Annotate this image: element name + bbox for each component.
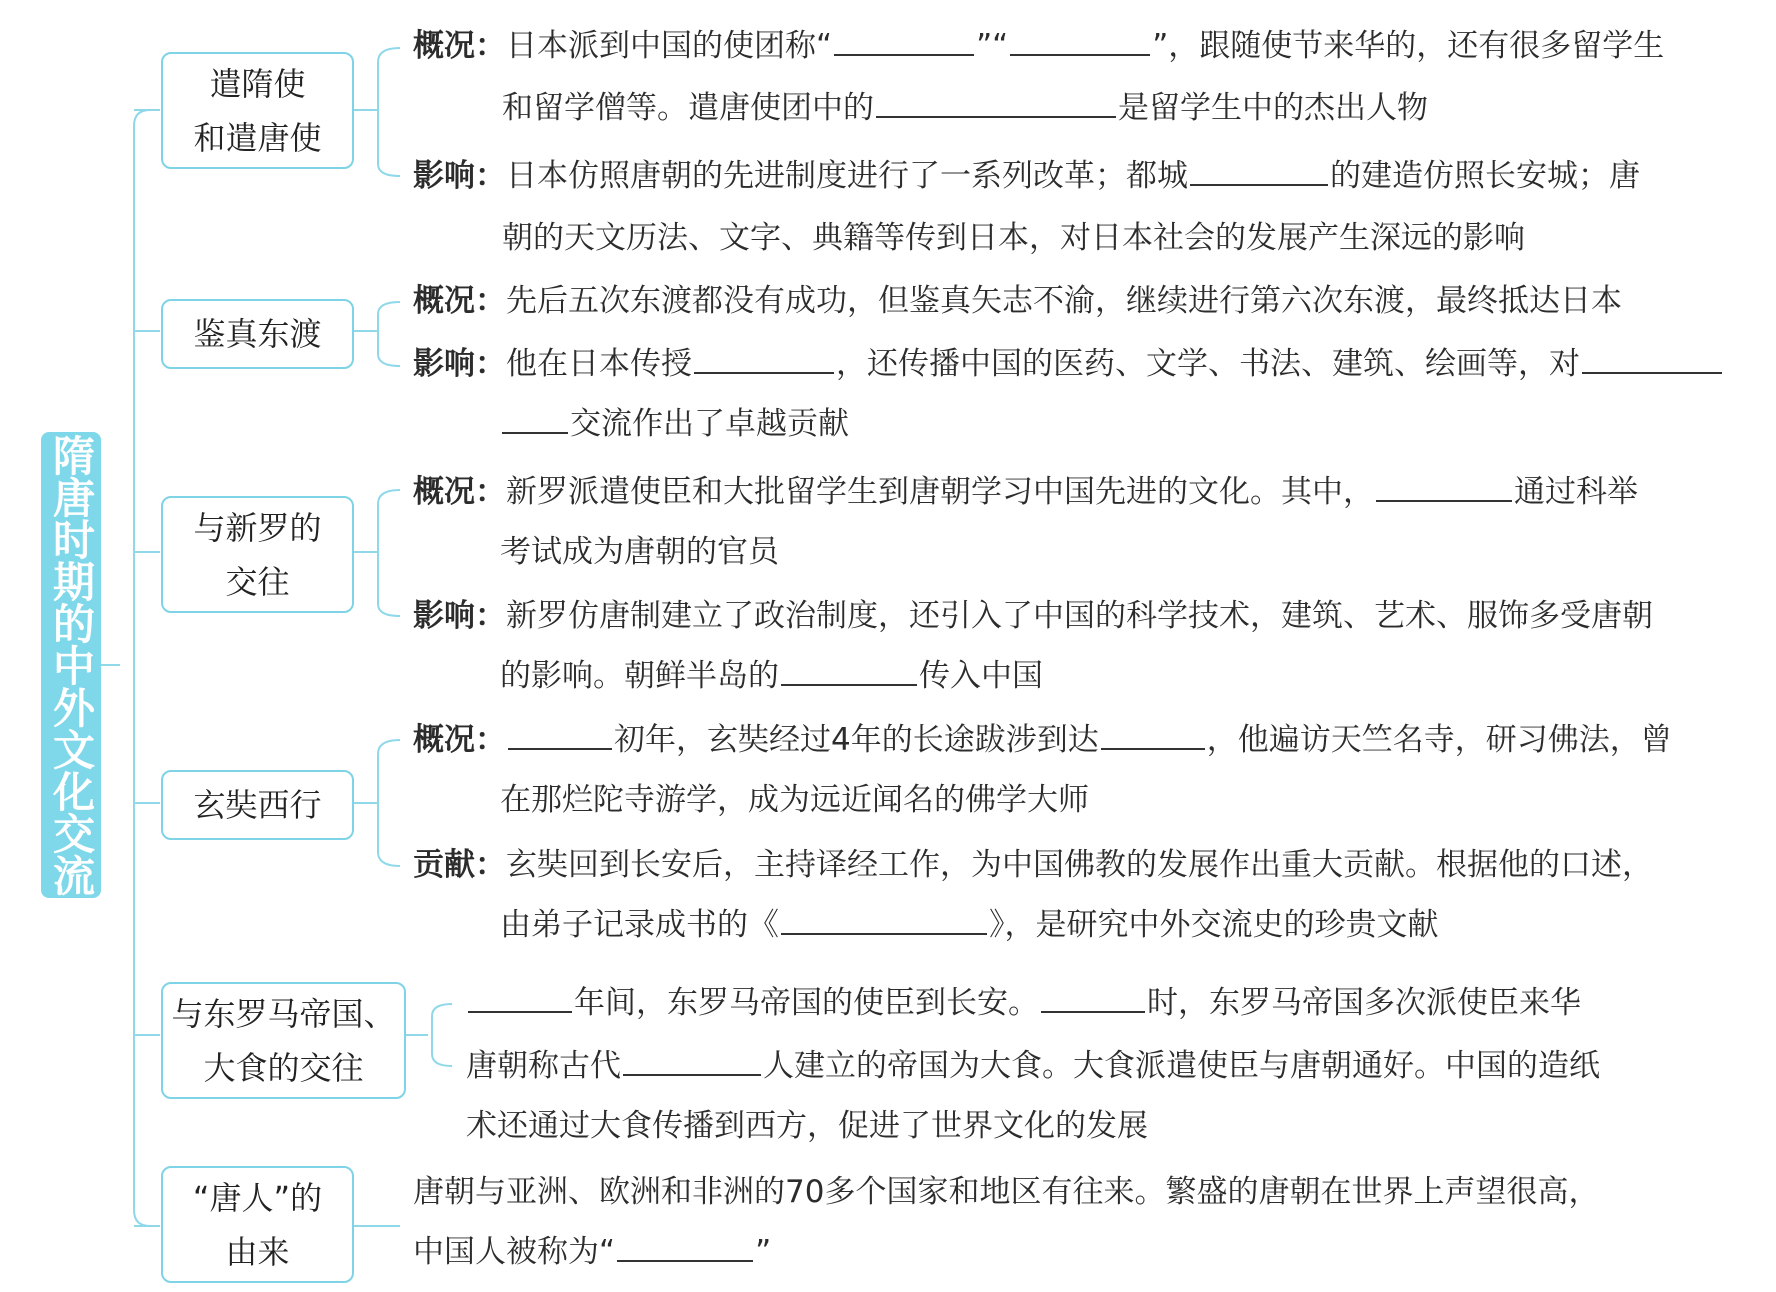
text-segment: 由弟子记录成书的《 (500, 907, 779, 943)
fill-blank[interactable] (502, 406, 568, 434)
node-label-line: 与东罗马帝国、 (171, 994, 396, 1033)
text-row (413, 1234, 771, 1270)
node-label-line: 与新罗的 (193, 508, 322, 547)
text-segment: 是留学生中的杰出人物 (1118, 90, 1428, 126)
text-segment: 传入中国 (919, 658, 1043, 694)
text-segment: 人建立的帝国为大食。大食派遣使臣与唐朝通好。中国的造纸 (763, 1048, 1600, 1084)
text-segment: 玄奘回到长安后，主持译经工作，为中国佛教的发展作出重大贡献。根据他的口述， (506, 847, 1653, 883)
text-row (413, 598, 1653, 634)
text-segment: 先后五次东渡都没有成功，但鉴真矢志不渝，继续进行第六次东渡，最终抵达日本 (506, 283, 1622, 319)
node-tang-people (161, 1166, 354, 1283)
node-label-line: 玄奘西行 (193, 786, 322, 824)
node-label-line: 大食的交往 (203, 1048, 364, 1087)
node-jianzhen (161, 299, 354, 369)
text-segment: 朝的天文历法、文字、典籍等传到日本，对日本社会的发展产生深远的影响 (502, 220, 1525, 256)
label-overview: 概况： (413, 283, 506, 319)
text-row (413, 1174, 1599, 1210)
text-row (500, 406, 849, 442)
fill-blank[interactable] (617, 1234, 753, 1262)
text-segment: 新罗派遣使臣和大批留学生到唐朝学习中国先进的文化。其中， (506, 474, 1374, 510)
text-segment: 日本仿照唐朝的先进制度进行了一系列改革；都城 (506, 158, 1188, 194)
text-segment: ，还传播中国的医药、文学、书法、建筑、绘画等，对 (836, 346, 1580, 382)
node-label-line: 交往 (225, 562, 290, 601)
text-row (413, 722, 1672, 758)
text-row (413, 474, 1638, 510)
text-segment: 》，是研究中外交流史的珍贵文献 (989, 907, 1439, 943)
text-segment: 年间，东罗马帝国的使臣到长安。 (574, 985, 1039, 1021)
fill-blank[interactable] (1101, 722, 1205, 750)
text-segment: 唐朝与亚洲、欧洲和非洲的70多个国家和地区有往来。繁盛的唐朝在世界上声望很高， (413, 1174, 1600, 1210)
fill-blank[interactable] (1041, 985, 1145, 1013)
text-row (413, 158, 1640, 194)
node-envoys-to-sui-tang (161, 52, 354, 169)
text-segment: ”，跟随使节来华的，还有很多留学生 (1152, 28, 1665, 64)
label-influence: 影响： (413, 158, 506, 194)
fill-blank[interactable] (1582, 346, 1722, 374)
text-segment: 交流作出了卓越贡献 (570, 406, 849, 442)
text-segment: 他在日本传授 (506, 346, 692, 382)
text-segment: 在那烂陀寺游学，成为远近闻名的佛学大师 (500, 782, 1089, 818)
node-silla (161, 496, 354, 613)
text-segment: 和留学僧等。遣唐使团中的 (502, 90, 874, 126)
text-segment: 时，东罗马帝国多次派使臣来华 (1147, 985, 1581, 1021)
fill-blank[interactable] (1190, 158, 1328, 186)
fill-blank[interactable] (1376, 474, 1512, 502)
text-segment: 日本派到中国的使团称“ (506, 28, 833, 64)
label-overview: 概况： (413, 28, 506, 64)
label-contribution: 贡献： (413, 847, 506, 883)
text-row (502, 90, 1428, 126)
fill-blank[interactable] (876, 90, 1116, 118)
text-segment: 初年，玄奘经过4年的长途跋涉到达 (614, 722, 1099, 758)
fill-blank[interactable] (694, 346, 834, 374)
text-row (413, 283, 1622, 319)
text-segment: 的影响。朝鲜半岛的 (500, 658, 779, 694)
label-overview: 概况： (413, 474, 506, 510)
text-row (502, 220, 1525, 256)
fill-blank[interactable] (623, 1048, 761, 1076)
text-row (500, 534, 779, 570)
root-title: 隋唐时期的中外文化交流 (41, 432, 101, 898)
text-segment: ” (755, 1234, 772, 1270)
text-segment: 通过科举 (1514, 474, 1638, 510)
node-label-line: “唐人”的 (192, 1178, 323, 1217)
node-byzantium-arabia (161, 982, 406, 1099)
text-row (466, 1108, 1148, 1144)
text-segment: ”“ (976, 28, 1009, 64)
node-xuanzang (161, 770, 354, 840)
text-row (500, 782, 1089, 818)
text-row (466, 1048, 1600, 1084)
fill-blank[interactable] (508, 722, 612, 750)
node-label-line: 鉴真东渡 (193, 315, 322, 353)
text-row (413, 28, 1664, 64)
fill-blank[interactable] (468, 985, 572, 1013)
text-segment: 的建造仿照长安城；唐 (1330, 158, 1640, 194)
node-label-line: 遣隋使 (209, 64, 306, 103)
fill-blank[interactable] (1010, 28, 1150, 56)
text-row (500, 907, 1439, 943)
text-segment: 术还通过大食传播到西方，促进了世界文化的发展 (466, 1108, 1148, 1144)
label-influence: 影响： (413, 346, 506, 382)
text-segment: 中国人被称为“ (413, 1234, 616, 1270)
text-row (466, 985, 1581, 1021)
node-label-line: 由来 (225, 1232, 290, 1271)
text-segment: ，他遍访天竺名寺，研习佛法，曾 (1206, 722, 1672, 758)
text-row (500, 658, 1043, 694)
label-influence: 影响： (413, 598, 506, 634)
text-row (413, 847, 1653, 883)
fill-blank[interactable] (834, 28, 974, 56)
fill-blank[interactable] (781, 907, 987, 935)
fill-blank[interactable] (781, 658, 917, 686)
label-overview: 概况： (413, 722, 506, 758)
node-label-line: 和遣唐使 (193, 118, 322, 157)
text-segment: 考试成为唐朝的官员 (500, 534, 779, 570)
text-segment: 新罗仿唐制建立了政治制度，还引入了中国的科学技术，建筑、艺术、服饰多受唐朝 (506, 598, 1653, 634)
text-row (413, 346, 1724, 382)
text-segment: 唐朝称古代 (466, 1048, 621, 1084)
